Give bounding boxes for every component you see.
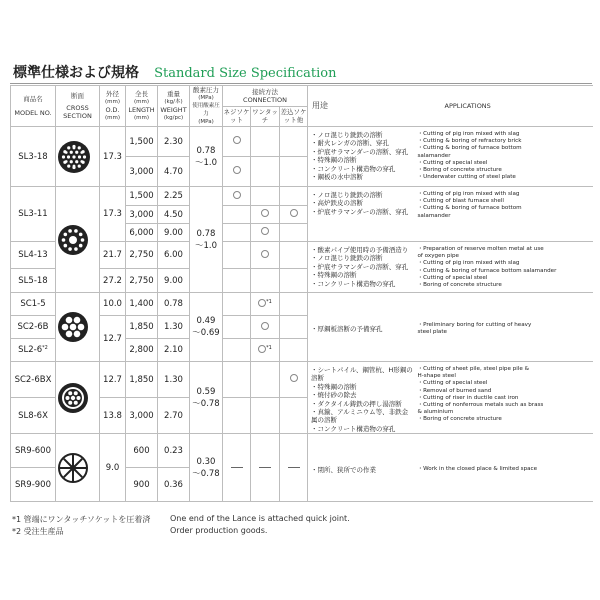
weight-cell: 1.30 xyxy=(158,316,190,339)
header-model: 商品名 MODEL NO. xyxy=(11,86,56,127)
od-cell: 10.0 xyxy=(100,293,126,316)
conn-quick-cell xyxy=(251,157,280,187)
cross-section-icon-tube-bundle xyxy=(56,223,90,257)
cross-section-icon-spoke xyxy=(56,451,90,485)
footnote-2-en: Order production goods. xyxy=(170,526,268,535)
od-cell: 12.7 xyxy=(100,316,126,362)
conn-insert-cell xyxy=(280,398,308,434)
length-cell: 2,750 xyxy=(126,242,158,269)
footnote-1-jp: *1 管端にワンタッチソケットを圧着済 xyxy=(12,515,151,524)
conn-insert-cell xyxy=(280,224,308,242)
footnote-mark: *1 xyxy=(266,344,272,351)
application-en-cell: ・Cutting of pig iron mixed with slag ・Cutting & boring of refractory brick ・Cutting & boring of furnace bottom salamander ・Cutting of special steel ・Boring of concrete structure ・Underwater cutting of steel plate xyxy=(415,127,593,187)
conn-insert-cell xyxy=(280,293,308,316)
application-en-cell: ・Cutting of pig iron mixed with slag ・Cutting of blast furnace shell ・Cutting & boring of furnace bottom salamander xyxy=(415,187,593,242)
conn-insert-cell xyxy=(280,362,308,398)
pressure-cell: 0.78 ～1.0 xyxy=(190,187,223,293)
application-jp-cell: ・ノロ混じり銑鉄の溶断 ・耐火レンガの溶断、穿孔 ・炉底サラマンダーの溶断、穿孔 ・特殊鋼の溶断 ・コンクリート構造物の穿孔 ・鋼板の水中溶断 xyxy=(308,127,415,187)
header-length: 全長 (mm) LENGTH (mm) xyxy=(126,86,158,127)
od-cell: 17.3 xyxy=(100,187,126,242)
title-english: Standard Size Specification xyxy=(154,66,337,81)
conn-quick-cell xyxy=(251,224,280,242)
cross-section-cell xyxy=(56,293,100,362)
pressure-cell: 0.78 ～1.0 xyxy=(190,127,223,187)
conn-quick-cell xyxy=(251,242,280,269)
length-cell: 3,000 xyxy=(126,157,158,187)
weight-cell: 4.50 xyxy=(158,206,190,224)
pressure-cell: 0.49 ～0.69 xyxy=(190,293,223,362)
weight-cell: 6.00 xyxy=(158,242,190,269)
conn-screw-cell xyxy=(223,224,251,242)
length-cell: 1,500 xyxy=(126,187,158,206)
conn-insert-cell xyxy=(280,187,308,206)
application-en-cell: ・Preliminary boring for cutting of heavy steel plate xyxy=(415,293,593,362)
conn-insert-cell xyxy=(280,269,308,293)
conn-screw-cell xyxy=(223,293,251,316)
length-cell: 3,000 xyxy=(126,398,158,434)
conn-quick-cell xyxy=(251,269,280,293)
available-circle-icon xyxy=(261,250,269,258)
conn-insert-cell xyxy=(280,242,308,269)
page-title xyxy=(13,62,593,84)
header-weight: 重量 (kg/本) WEIGHT (kg/pc) xyxy=(158,86,190,127)
conn-quick-cell xyxy=(251,316,280,339)
weight-cell: 2.10 xyxy=(158,339,190,362)
model-cell: SC1-5 xyxy=(11,293,56,316)
od-cell: 13.8 xyxy=(100,398,126,434)
footnote-2-jp: *2 受注生産品 xyxy=(12,527,64,536)
pressure-cell: 0.30 ～0.78 xyxy=(190,434,223,502)
header-row-1 xyxy=(11,86,593,107)
header-pressure: 酸素圧力 (MPa) 使用酸素圧力 (MPa) xyxy=(190,86,223,127)
cross-section-cell xyxy=(56,127,100,187)
weight-cell: 2.25 xyxy=(158,187,190,206)
available-circle-icon xyxy=(233,191,241,199)
conn-screw-cell xyxy=(223,269,251,293)
header-conn-quick: ワンタッチ xyxy=(251,106,280,127)
weight-cell: 4.70 xyxy=(158,157,190,187)
cross-section-icon-star-core xyxy=(56,381,90,415)
weight-cell: 2.30 xyxy=(158,127,190,157)
application-en-cell: ・Preparation of reserve molten metal at use of oxygen pipe ・Cutting of pig iron mixed with slag ・Cutting & boring of furnace bottom salamander ・Cutting of special steel ・Boring of concrete structure xyxy=(415,242,593,293)
model-cell: SL2-6$^{*2}$ xyxy=(11,339,56,362)
available-circle-icon xyxy=(233,136,241,144)
conn-screw-cell xyxy=(223,157,251,187)
table-row xyxy=(11,187,593,206)
application-en-cell: ・Cutting of sheet pile, steel pipe pile & H-shape steel ・Cutting of special steel ・Removal of burned sand ・Cutting of riser in ductile cast iron ・Cutting of nonferrous metals such as brass & aluminium ・Boring of concrete structure xyxy=(415,362,593,434)
od-cell: 27.2 xyxy=(100,269,126,293)
available-circle-icon xyxy=(233,166,241,174)
conn-screw-cell xyxy=(223,206,251,224)
length-cell: 600 xyxy=(126,434,158,468)
available-circle-icon xyxy=(261,227,269,235)
table-row xyxy=(11,434,593,468)
cross-section-icon-multi-wire xyxy=(56,139,92,175)
footnote-1-en: One end of the Lance is attached quick joint. xyxy=(170,514,350,523)
model-cell: SR9-600 xyxy=(11,434,56,468)
model-cell: SC2-6BX xyxy=(11,362,56,398)
conn-quick-cell xyxy=(251,398,280,434)
header-usage: 用途 xyxy=(308,86,415,127)
cross-section-cell xyxy=(56,362,100,434)
conn-quick-cell xyxy=(251,362,280,398)
length-cell: 2,800 xyxy=(126,339,158,362)
conn-screw-cell xyxy=(223,127,251,157)
pressure-cell: 0.59 ～0.78 xyxy=(190,362,223,434)
not-applicable-dash-icon xyxy=(259,467,271,468)
od-cell: 9.0 xyxy=(100,434,126,502)
model-cell: SL3-11 xyxy=(11,187,56,242)
conn-quick-cell xyxy=(251,187,280,206)
header-applications: APPLICATIONS xyxy=(415,86,593,127)
model-cell: SR9-900 xyxy=(11,468,56,502)
weight-cell: 0.36 xyxy=(158,468,190,502)
cross-section-cell xyxy=(56,187,100,293)
conn-insert-cell xyxy=(280,127,308,157)
weight-cell: 0.23 xyxy=(158,434,190,468)
od-cell: 17.3 xyxy=(100,127,126,187)
model-cell: SC2-6B xyxy=(11,316,56,339)
conn-screw-cell xyxy=(223,362,251,398)
conn-quick-cell xyxy=(251,339,280,362)
cross-section-icon-seven-core xyxy=(56,310,90,344)
weight-cell: 2.70 xyxy=(158,398,190,434)
conn-insert-cell xyxy=(280,339,308,362)
available-circle-icon xyxy=(261,209,269,217)
length-cell: 1,850 xyxy=(126,316,158,339)
header-conn-insert: 差込ソケット他 xyxy=(280,106,308,127)
weight-cell: 0.78 xyxy=(158,293,190,316)
spec-table xyxy=(10,85,593,502)
conn-screw-cell xyxy=(223,242,251,269)
footnote-mark: *1 xyxy=(266,298,272,305)
available-circle-icon xyxy=(290,209,298,217)
header-od: 外径 (mm) O.D. (mm) xyxy=(100,86,126,127)
table-row xyxy=(11,362,593,398)
od-cell: 21.7 xyxy=(100,242,126,269)
header-connection: 接続方法 CONNECTION xyxy=(223,86,308,107)
weight-cell: 9.00 xyxy=(158,269,190,293)
not-applicable-dash-icon xyxy=(231,467,243,468)
header-conn-screw: ネジソケット xyxy=(223,106,251,127)
model-cell: SL3-18 xyxy=(11,127,56,187)
conn-quick-cell xyxy=(251,206,280,224)
od-cell: 12.7 xyxy=(100,362,126,398)
title-rule xyxy=(10,83,592,84)
conn-screw-cell xyxy=(223,434,251,502)
length-cell: 2,750 xyxy=(126,269,158,293)
conn-screw-cell xyxy=(223,316,251,339)
length-cell: 6,000 xyxy=(126,224,158,242)
conn-insert-cell xyxy=(280,434,308,502)
available-circle-icon xyxy=(258,299,266,307)
length-cell: 1,500 xyxy=(126,127,158,157)
conn-quick-cell xyxy=(251,434,280,502)
weight-cell: 1.30 xyxy=(158,362,190,398)
length-cell: 3,000 xyxy=(126,206,158,224)
conn-screw-cell xyxy=(223,398,251,434)
application-en-cell: ・Work in the closed place & limited space xyxy=(415,434,593,502)
available-circle-icon xyxy=(261,322,269,330)
conn-insert-cell xyxy=(280,157,308,187)
length-cell: 1,400 xyxy=(126,293,158,316)
application-jp-cell: ・ノロ混じり銑鉄の溶断 ・高炉鉄皮の溶断 ・炉底サラマンダーの溶断、穿孔 xyxy=(308,187,415,242)
model-cell: SL8-6X xyxy=(11,398,56,434)
conn-screw-cell xyxy=(223,339,251,362)
table-row xyxy=(11,293,593,316)
cross-section-cell xyxy=(56,434,100,502)
available-circle-icon xyxy=(258,345,266,353)
table-row xyxy=(11,127,593,157)
application-jp-cell: ・厚鋼板溶断の予備穿孔 xyxy=(308,293,415,362)
header-section: 断面 CROSS SECTION xyxy=(56,86,100,127)
title-japanese: 標準仕様および規格 xyxy=(13,65,139,81)
available-circle-icon xyxy=(290,374,298,382)
length-cell: 1,850 xyxy=(126,362,158,398)
model-cell: SL4-13 xyxy=(11,242,56,269)
conn-quick-cell xyxy=(251,127,280,157)
length-cell: 900 xyxy=(126,468,158,502)
application-jp-cell: ・酸素パイプ使用時の予備酒造り ・ノロ混じり銑鉄の溶断 ・炉底サラマンダーの溶断、穿孔 ・特殊鋼の溶断 ・コンクリート構造物の穿孔 xyxy=(308,242,415,293)
application-jp-cell: ・シートパイル、鋼管杭、H形鋼の溶断 ・特殊鋼の溶断 ・焼付砂の除去 ・ダクタイル鋳鉄の押し湯溶断 ・真鍮、アルミニウム等、非鉄金属の溶断 ・コンクリート構造物の穿孔 xyxy=(308,362,415,434)
conn-screw-cell xyxy=(223,187,251,206)
not-applicable-dash-icon xyxy=(288,467,300,468)
conn-quick-cell xyxy=(251,293,280,316)
model-cell: SL5-18 xyxy=(11,269,56,293)
conn-insert-cell xyxy=(280,206,308,224)
weight-cell: 9.00 xyxy=(158,224,190,242)
conn-insert-cell xyxy=(280,316,308,339)
application-jp-cell: ・閉所、狭所での作業 xyxy=(308,434,415,502)
